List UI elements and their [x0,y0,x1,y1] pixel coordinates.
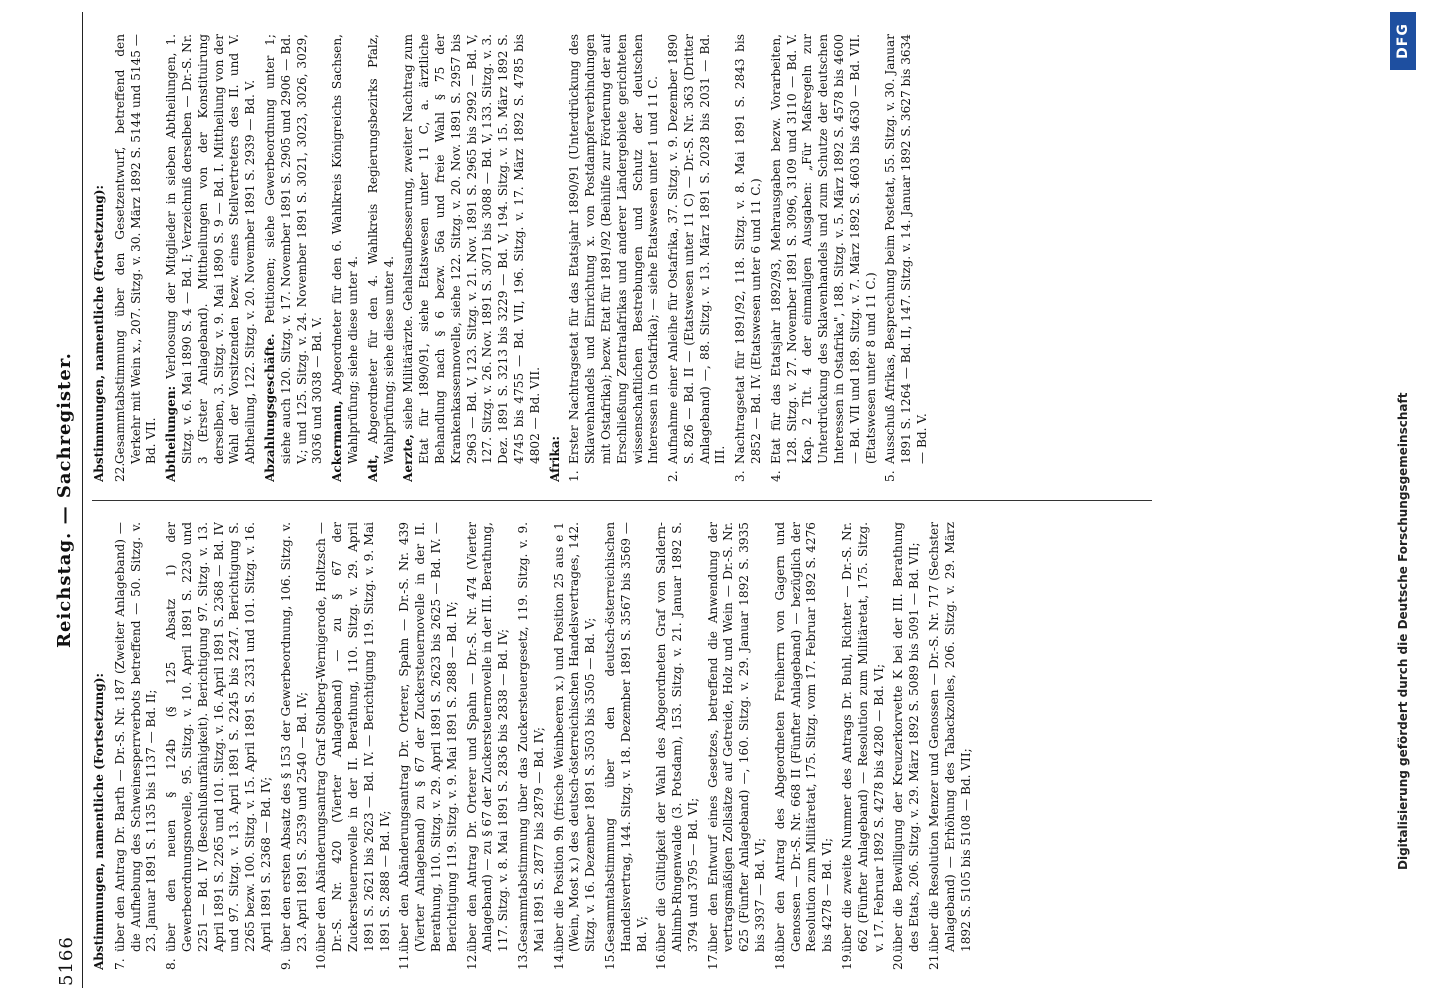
index-entry [330,34,362,482]
index-entry [164,522,275,970]
entry-number: 15. [602,950,617,970]
entry-text: Nachtragsetat für 1891/92, 118. Sitzg. v. 8. Mai 1891 S. 2843 bis 2852 — Bd. IV. (Etatswesen unter 6 und 11 C.) [733,34,764,464]
entry-keyword: Abtheilungen: [164,385,179,482]
right-column-heading: Abstimmungen, namentliche (Fortsetzung): [92,185,106,482]
index-entry [397,522,460,970]
entry-text: über den ersten Absatz des § 153 der Gewerbeordnung, 106. Sitzg. v. 23. April 1891 S. 2539 und 2540 — Bd. IV; [278,522,309,952]
dfg-logo: DFG [1390,12,1416,70]
entry-number: 19. [840,950,855,970]
entry-text: Aufnahme einer Anleihe für Ostafrika, 37. Sitzg. v. 9. Dezember 1890 S. 826 — Bd. II — (Etatswesen unter 11 C) — Dr.-S. Nr. 363 (Dritter Anlageband) —, 88. Sitzg. v. 13. März 1891 S. 2028 bis 2031 — Bd. III. [666,34,728,464]
left-column [92,522,1272,970]
right-column [92,34,1272,482]
index-entry [401,34,543,482]
index-entry [654,522,701,970]
index-entry [164,34,259,482]
entry-keyword: Afrika: [547,435,562,482]
index-entry [113,522,160,970]
entry-number: 4. [768,470,783,482]
index-entry [552,522,599,970]
entry-number: 13. [515,950,530,970]
page-number: 5166 [56,936,77,986]
dfg-credit: Digitalisierung gefördert durch die Deutsche Forschungsgemeinschaft [1396,392,1410,870]
entry-text: über den Antrag Dr. Barth — Dr.-S. Nr. 187 (Zweiter Anlageband) — die Aufhebung des Schweinesperrverbots betreffend — 50. Sitzg. v. 23. Januar 1891 S. 1135 bis 1137 — Bd. II; [112,522,159,952]
entry-number: 22. [112,462,127,482]
entry-text: Etat für das Etatsjahr 1892/93, Mehrausgaben bezw. Vorarbeiten, 128. Sitzg. v. 27. November 1891 S. 3096, 3109 und 3110 — Bd. V. Kap. 2 Tit. 4 der einmaligen Ausgaben: „Für Maßregeln zur Unterdrückung des Sklavenhandels und zum Schutze der deutschen Interessen in Ostafrika", 188. Sitzg. v. 5. März 1892 S. 4578 bis 4600 — Bd. VII und 189. Sitzg. v. 7. März 1892 S. 4603 bis 4630 — Bd. VII. (Etatswesen unter 8 und 11 C.) [768,34,878,464]
footer-strip [1380,0,1428,1000]
entry-number: 8. [164,958,179,970]
entry-number: 21. [927,950,942,970]
entry-number: 16. [654,950,669,970]
entry-text: Verloosung der Mitglieder in sieben Abtheilungen, 1. Sitzg. v. 6. Mai 1890 S. 4 — Bd. I; Verzeichniß derselben — Dr.-S. Nr. 3 (Erster Anlageband). Mittheilungen von der Konstituirung derselben, 3. Sitzg. v. 9. Mai 1890 S. 9 — Bd. I. Mittheilung von der Wahl der Vorsitzenden bezw. eines Stellvertreters des II. und V. Abtheilung, 122. Sitzg. v. 20. November 1891 S. 2939 — Bd. V. [164,34,258,464]
index-entry [516,522,548,970]
entry-text: Gesammtabstimmung über das Zuckersteuergesetz, 119. Sitzg. v. 9. Mai 1891 S. 2877 bis 2879 — Bd. IV; [515,522,546,952]
index-entry [773,522,836,970]
index-entry [706,522,769,970]
entry-number: 14. [551,950,566,970]
entry-text: Petitionen; siehe Gewerbeordnung unter 1; siehe auch 120. Sitzg. v. 17. November 1891 S. 2905 und 2906 — Bd. V.; und 125. Sitzg. v. 24. November 1891 S. 3021, 3023, 3026, 3029, 3036 und 3038 — Bd. V. [262,34,325,464]
index-entry [733,34,765,482]
entry-number: 20. [891,950,906,970]
entry-text: über den Abänderungsantrag Graf Stolberg-Wernigerode, Holtzsch — Dr.-S. Nr. 420 (Vierter Anlageband) — zu § 67 der Zuckersteuernovelle in der II. Berathung, 110. Sitzg. v. 29. April 1891 S. 2621 bis 2623 — Bd. IV. — Berichtigung 119. Sitzg. v. 9. Mai 1891 S. 2888 — Bd. IV; [314,522,392,952]
entry-keyword: Abzahlungsgeschäfte. [262,333,277,482]
entry-text: Abgeordneter für den 4. Wahlkreis Regierungsbezirks Pfalz, Wahlprüfung; siehe diese unter 4. [365,34,396,464]
entry-text: über die zweite Nummer des Antrags Dr. Buhl, Richter — Dr.-S. Nr. 662 (Fünfter Anlageband) — Resolution zum Militäretat, 175. Sitzg. v. 17. Februar 1892 S. 4278 bis 4280 — Bd. VI; [840,522,886,952]
entry-text: über den Antrag Dr. Orterer und Spahn — Dr.-S. Nr. 474 (Vierter Anlageband) — zu § 67 der Zuckersteuernovelle in der III. Berathung, 117. Sitzg. v. 8. Mai 1891 S. 2836 bis 2838 — Bd. IV; [464,522,511,952]
entry-number: 18. [772,950,787,970]
entry-number: 9. [278,958,293,970]
index-entry [840,522,887,970]
entry-text: über die Gültigkeit der Wahl des Abgeordneten Graf von Saldern-Ahlimb-Ringenwalde (3. Potsdam), 153. Sitzg. v. 21. Januar 1892 S. 3794 und 3795 — Bd. VI; [654,522,700,952]
index-entry [666,34,729,482]
entry-number: 2. [666,470,681,482]
entry-text: Abgeordneter für den 6. Wahlkreis Königreichs Sachsen, Wahlprüfung; siehe diese unter 4. [330,34,360,464]
page-header [42,12,83,988]
entry-text: über die Position 9h (frische Weinbeeren x.) und Position 25 aus e 1 (Wein, Most x.) des deutsch-österreichischen Handelsvertrages, 142. Sitzg. v. 16. Dezember 1891 S. 3503 bis 3505 — Bd. V; [551,522,598,952]
entry-number: 1. [567,470,582,482]
index-entry [465,522,512,970]
entry-text: über den Entwurf eines Gesetzes, betreffend die Anwendung der vertragsmäßigen Zollsätze auf Getreide, Holz und Wein — Dr.-S. Nr. 625 (Fünfter Anlageband) —, 160. Sitzg. v. 29. Januar 1892 S. 3935 bis 3937 — Bd. VI; [705,522,768,952]
running-head: Reichstag. — Sachregister. [54,352,75,648]
right-entry-list [113,34,931,482]
left-column-heading: Abstimmungen, namentliche (Fortsetzung): [92,673,106,970]
index-entry [769,34,880,482]
index-entry [603,522,650,970]
index-entry [113,34,160,482]
entry-number: 11. [397,950,412,970]
entry-keyword: Aerzte, [401,434,416,482]
index-entry [891,522,923,970]
index-entry [366,34,398,482]
index-entry [263,34,326,482]
column-divider [92,500,1152,501]
index-entry [567,34,662,482]
entry-number: 7. [112,958,127,970]
entry-number: 3. [733,470,748,482]
entry-text: Gesammtabstimmung über den deutsch-österreichischen Handelsvertrag, 144. Sitzg. v. 18. Dezember 1891 S. 3567 bis 3569 — Bd. V; [602,522,649,952]
entry-number: 12. [464,950,479,970]
entry-text: Erster Nachtragsetat für das Etatsjahr 1890/91 (Unterdrückung des Sklavenhandels und Einrichtung x. von Postdampferverbindungen mit Ostafrika); bezw. Etat für 1891/92 (Beihilfe zur Förderung der auf Erschließung Zentralafrikas und anderer Ländergebiete gerichteten wissenschaftlichen Bestrebungen und Schutz der deutschen Interessen in Ostafrika); — siehe Etatswesen unter 1 und 11 C. [567,34,661,464]
entry-number: 5. [883,470,898,482]
entry-number: 10. [314,950,329,970]
entry-text: Gesammtabstimmung über den Gesetzentwurf, betreffend den Verkehr mit Wein x., 207. Sitzg. v. 30. März 1892 S. 5144 und 5145 — Bd. VII. [112,34,159,464]
index-entry [279,522,311,970]
index-entry [548,34,564,482]
entry-text: über den Antrag des Abgeordneten Freiherrn von Gagern und Genossen — Dr.-S. Nr. 668 II (Fünfter Anlageband) — bezüglich der Resolution zum Militäretat, 175. Sitzg. vom 17. Februar 1892 S. 4276 bis 4278 — Bd. VI; [772,522,835,952]
entry-text: über die Bewilligung der Kreuzerkorvette K bei der III. Berathung des Etats, 206. Sitzg. v. 29. März 1892 S. 5089 bis 5091 — Bd. VII; [891,522,922,952]
entry-text: Ausschuß Afrikas, Besprechung beim Postetat, 55. Sitzg. v. 30. Januar 1891 S. 1264 — Bd. II, 147. Sitzg. v. 14. Januar 1892 S. 3627 bis 3634 — Bd. V. [883,34,930,464]
entry-number: 17. [705,950,720,970]
entry-text: über den Abänderungsantrag Dr. Orterer, Spahn — Dr.-S. Nr. 439 (Vierter Anlageband) zu § 67 der Zuckersteuernovelle in der II. Berathung, 110. Sitzg. v. 29. April 1891 S. 2623 bis 2625 — Bd. IV. — Berichtigung 119. Sitzg. v. 9. Mai 1891 S. 2888 — Bd. IV; [397,522,459,952]
index-entry [883,34,930,482]
entry-keyword: Adt, [365,454,380,482]
left-entry-list [113,522,975,970]
index-entry [314,522,393,970]
entry-text: über den neuen § 124b (§ 125 Absatz 1) der Gewerbeordnungsnovelle, 95. Sitzg. v. 10. April 1891 S. 2230 und 2251 — Bd. IV (Beschlußunfähigkeit). Berichtigung 97. Sitzg. v. 13. April 1891 S. 2265 und 101. Sitzg. v. 16. April 1891 S. 2368 — Bd. IV und 97. Sitzg. v. 13. April 1891 S. 2245 bis 2247. Berichtigung S. 2265 bezw. 100. Sitzg. v. 15. April 1891 S. 2331 und 101. Sitzg. v. 16. April 1891 S. 2368 — Bd. IV; [164,522,273,952]
entry-keyword: Ackermann, [330,400,345,482]
entry-text: siehe Militärärzte. Gehaltsaufbesserung, zweiter Nachtrag zum Etat für 1890/91, siehe Etatswesen unter 11 C, a. ärztliche Behandlung nach § 6 bezw. 56a und freie Wahl § 75 der Krankenkassennovelle, siehe 122. Sitzg. v. 20. Nov. 1891 S. 2957 bis 2963 — Bd. V, 123. Sitzg. v. 21. Nov. 1891 S. 2965 bis 2992 — Bd. V, 127. Sitzg. v. 26. Nov. 1891 S. 3071 bis 3088 — Bd. V, 133. Sitzg. v. 3. Dez. 1891 S. 3213 bis 3229 — Bd. V, 194. Sitzg. v. 15. März 1892 S. 4745 bis 4755 — Bd. VII, 196. Sitzg. v. 17. März 1892 S. 4785 bis 4802 — Bd. VII. [401,34,542,464]
index-entry [927,522,974,970]
entry-text: über die Resolution Menzer und Genossen — Dr.-S. Nr. 717 (Sechster Anlageband) — Erhöhung des Tabackzolles, 206. Sitzg. v. 29. März 1892 S. 5105 bis 5108 — Bd. VII; [927,522,973,952]
